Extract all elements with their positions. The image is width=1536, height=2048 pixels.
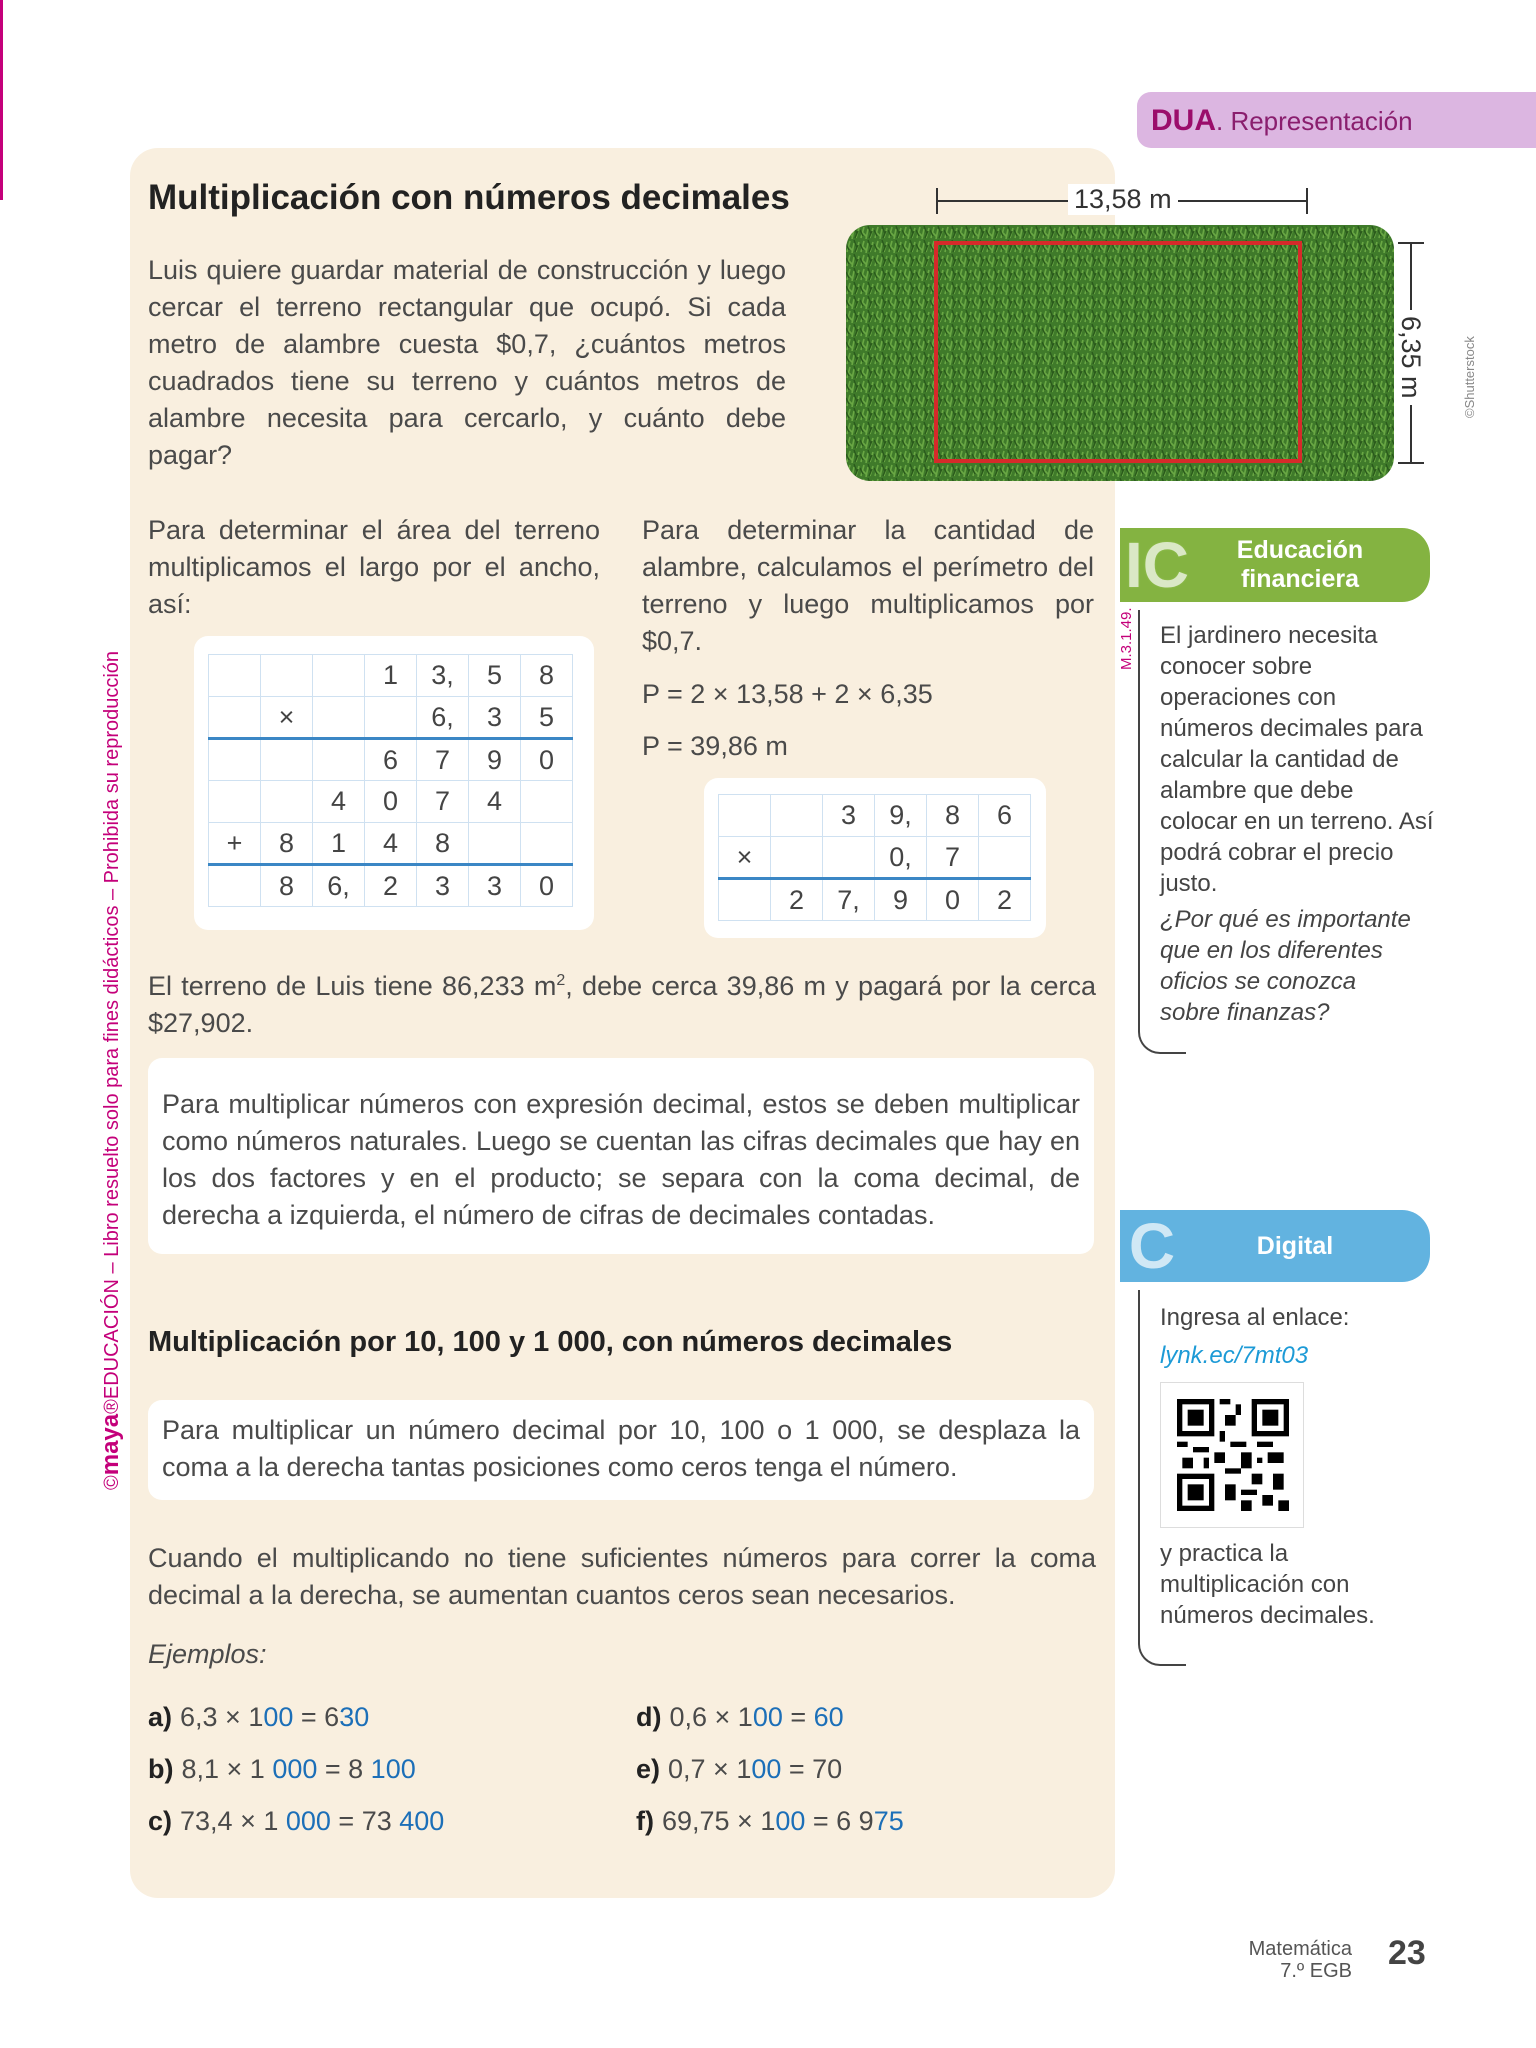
example-c: c) 73,4 × 1 000 = 73 400 [148,1806,445,1836]
area-multiplication-table: 1 3, 5 8 × 6, 3 5 6 7 9 0 4 0 7 4 + 8 1 4 8 8 6, 2 3 3 0 [208,654,573,907]
vertical-credit: ©maya®EDUCACIÓN – Libro resuelto solo para fines didácticos – Prohibida su reproducción [97,650,124,1490]
height-label: 6,35 m [1395,310,1426,405]
lawn-photo [846,225,1394,481]
curriculum-code: M.3.1.49. [1118,607,1135,670]
finance-heading: Educación financiera [1120,528,1430,602]
digital-heading: Digital [1120,1210,1430,1282]
wire-multiplication-card [704,778,1046,938]
page-edge-bar [0,0,3,200]
example-b: b) 8,1 × 1 000 = 8 100 [148,1754,416,1784]
dua-tab: DUA. Representación [1137,92,1536,148]
problem-text: Luis quiere guardar material de construcción y luego cercar el terreno rectangular que ocupó. Si cada metro de alambre cuesta $0,7, ¿cuántos metros cuadrados tiene su terreno y cuántos metros de alambre necesita para cercarlo, y cuánto debe pagar? [148,255,786,470]
finance-text: El jardinero necesita conocer sobre operaciones con números decimales para calcular la cantidad de alambre que debe colocar en un terreno. Así podrá cobrar el precio justo. [1160,622,1434,897]
zeros-note: Cuando el multiplicando no tiene suficientes números para correr la coma decimal a la derecha, se aumentan cuantos ceros sean necesarios. [148,1543,1096,1610]
digital-intro: Ingresa al enlace: [1160,1304,1350,1331]
perimeter-formula: P = 2 × 13,58 + 2 × 6,35 [642,679,933,709]
section-title: Multiplicación con números decimales [148,178,790,217]
area-explanation: Para determinar el área del terreno multiplicamos el largo por el ancho, así: [148,515,600,619]
perimeter-result: P = 39,86 m [642,731,788,761]
example-f: f) 69,75 × 100 = 6 975 [636,1806,904,1836]
power-of-ten-rule-box: Para multiplicar un número decimal por 10, 100 o 1 000, se desplaza la coma a la derecha tantas posiciones como ceros tenga el número. [148,1400,1094,1500]
area-multiplication-card [194,636,594,930]
conclusion-text: El terreno de Luis tiene 86,233 $m^2$, debe cerca 39,86 m y pagará por la cerca $27,902. [148,971,1097,1038]
example-a: a) 6,3 × 100 = 630 [148,1702,370,1732]
width-label: 13,58 m [1068,184,1178,215]
digital-outro: y practica la multiplicación con números decimales. [1160,1540,1375,1629]
example-e: e) 0,7 × 100 = 70 [636,1754,843,1784]
example-d: d) 0,6 × 100 = 60 [636,1702,844,1732]
footer-grade: 7.º EGB [1280,1960,1352,1982]
digital-icon: C [1128,1210,1176,1282]
wire-multiplication-table: 3 9, 8 6 × 0, 7 2 7, 9 0 2 [718,794,1031,921]
examples-label: Ejemplos: [148,1639,267,1669]
wire-explanation: Para determinar la cantidad de alambre, calculamos el perímetro del terreno y luego multiplicamos por $0,7. [642,515,1094,656]
section2-title: Multiplicación por 10, 100 y 1 000, con números decimales [148,1326,953,1358]
qr-code[interactable] [1160,1382,1304,1528]
digital-link[interactable]: lynk.ec/7mt03 [1160,1342,1309,1369]
finance-icon: IC [1125,529,1189,601]
footer-subject-block [1142,1938,1352,1982]
decimal-rule-box: Para multiplicar números con expresión decimal, estos se deben multiplicar como números naturales. Luego se cuentan las cifras decimales que hay en los dos factores y en el producto; se separa con la coma decimal, de derecha a izquierda, el número de cifras de decimales contadas. [148,1058,1094,1254]
photo-credit: ©Shutterstock [1462,336,1477,418]
footer-subject: Matemática [1248,1938,1352,1960]
page-number: 23 [1388,1934,1426,1972]
finance-question: ¿Por qué es importante que en los diferentes oficios se conozca sobre finanzas? [1160,906,1411,1026]
